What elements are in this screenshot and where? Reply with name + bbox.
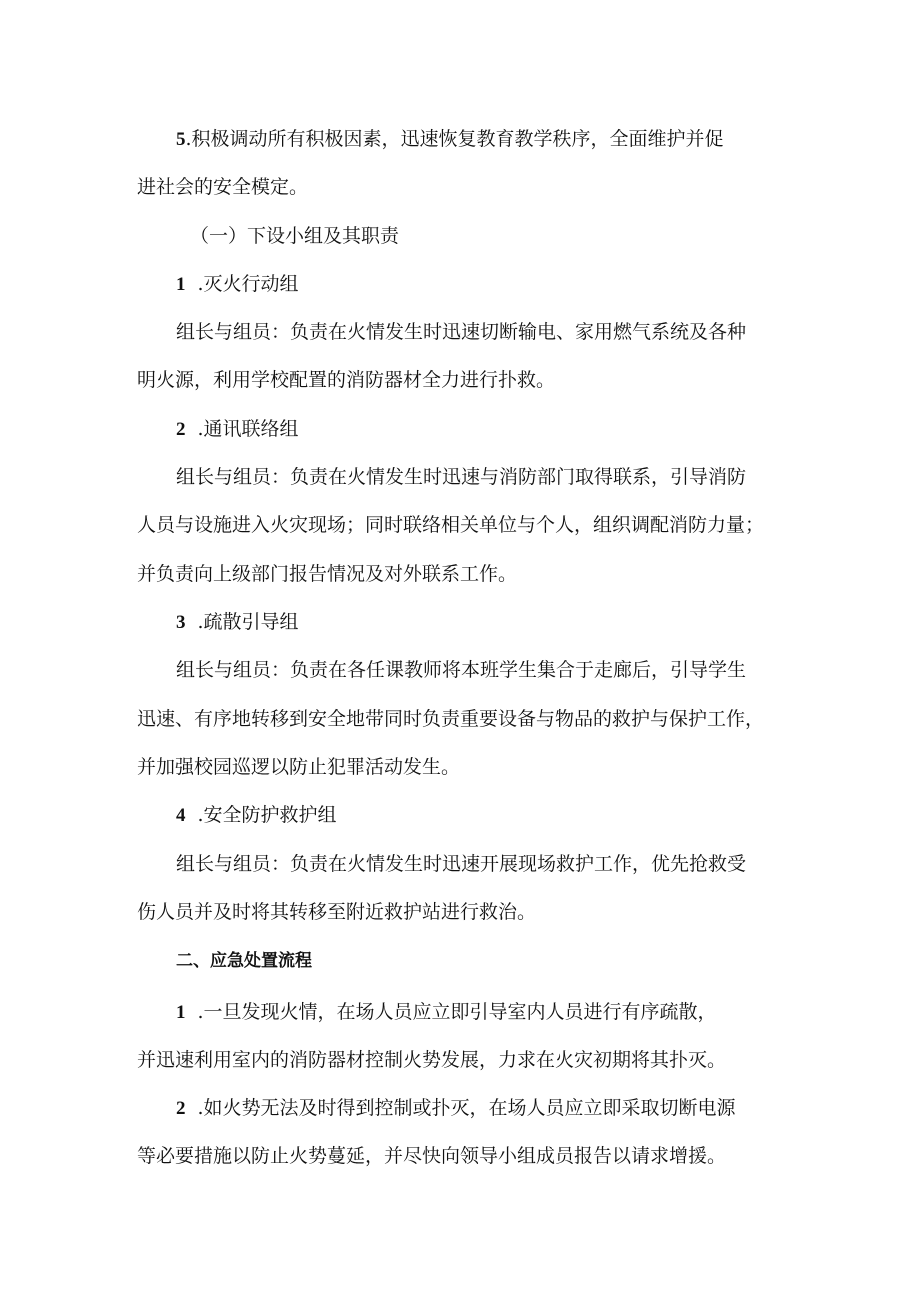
item-text: .灭火行动组 [197,273,299,295]
paragraph-line: 组长与组员：负责在火情发生时迅速切断输电、家用燃气系统及各种 [176,321,747,343]
subgroup-heading [176,272,299,297]
item-number: 2 [176,419,186,440]
section-heading: 二、应急处置流程 [176,951,312,971]
item-5 [176,127,724,152]
paragraph-line: 组长与组员：负责在火情发生时迅速开展现场救护工作，优先抢救受 [176,853,747,875]
item-number: 4 [176,805,186,826]
paragraph-line: 组长与组员：负责在各任课教师将本班学生集合于走廊后，引导学生 [176,659,747,681]
paragraph-line: 进社会的安全模定。 [137,176,309,198]
item-number: 2 [176,1098,186,1119]
paragraph-line: 人员与设施进入火灾现场；同时联络相关单位与个人，组织调配消防力量； [137,514,765,536]
subgroup-heading [176,610,299,635]
step-1 [176,1000,717,1025]
item-text: .通讯联络组 [197,418,299,440]
subgroup-heading [176,803,337,828]
paragraph-line: 并迅速利用室内的消防器材控制火势发展，力求在火灾初期将其扑灭。 [137,1049,727,1071]
step-2 [176,1096,736,1121]
item-number: 5 [176,129,186,150]
item-text: .一旦发现火情，在场人员应立即引导室内人员进行有序疏散， [197,1001,717,1023]
item-number: 3 [176,612,186,633]
paragraph-line: 迅速、有序地转移到安全地带同时负责重要设备与物品的救护与保护工作， [137,708,765,730]
subgroup-heading [176,417,299,442]
item-number: 1 [176,1002,186,1023]
section-heading: （一）下设小组及其职责 [190,225,400,247]
paragraph-line: 并加强校园巡逻以防止犯罪活动发生。 [137,756,461,778]
item-text: .积极调动所有积极因素，迅速恢复教育教学秩序，全面维护并促 [185,128,724,150]
paragraph-line: 并负责向上级部门报告情况及对外联系工作。 [137,563,518,585]
item-number: 1 [176,274,186,295]
paragraph-line: 组长与组员：负责在火情发生时迅速与消防部门取得联系，引导消防 [176,466,747,488]
paragraph-line: 伤人员并及时将其转移至附近救护站进行救治。 [137,901,537,923]
item-text: .安全防护救护组 [197,804,337,826]
item-text: .疏散引导组 [197,611,299,633]
paragraph-line: 明火源，利用学校配置的消防器材全力进行扑救。 [137,369,556,391]
paragraph-line: 等必要措施以防止火势蔓延，并尽快向领导小组成员报告以请求增援。 [137,1145,727,1167]
item-text: .如火势无法及时得到控制或扑灭，在场人员应立即采取切断电源 [197,1097,736,1119]
